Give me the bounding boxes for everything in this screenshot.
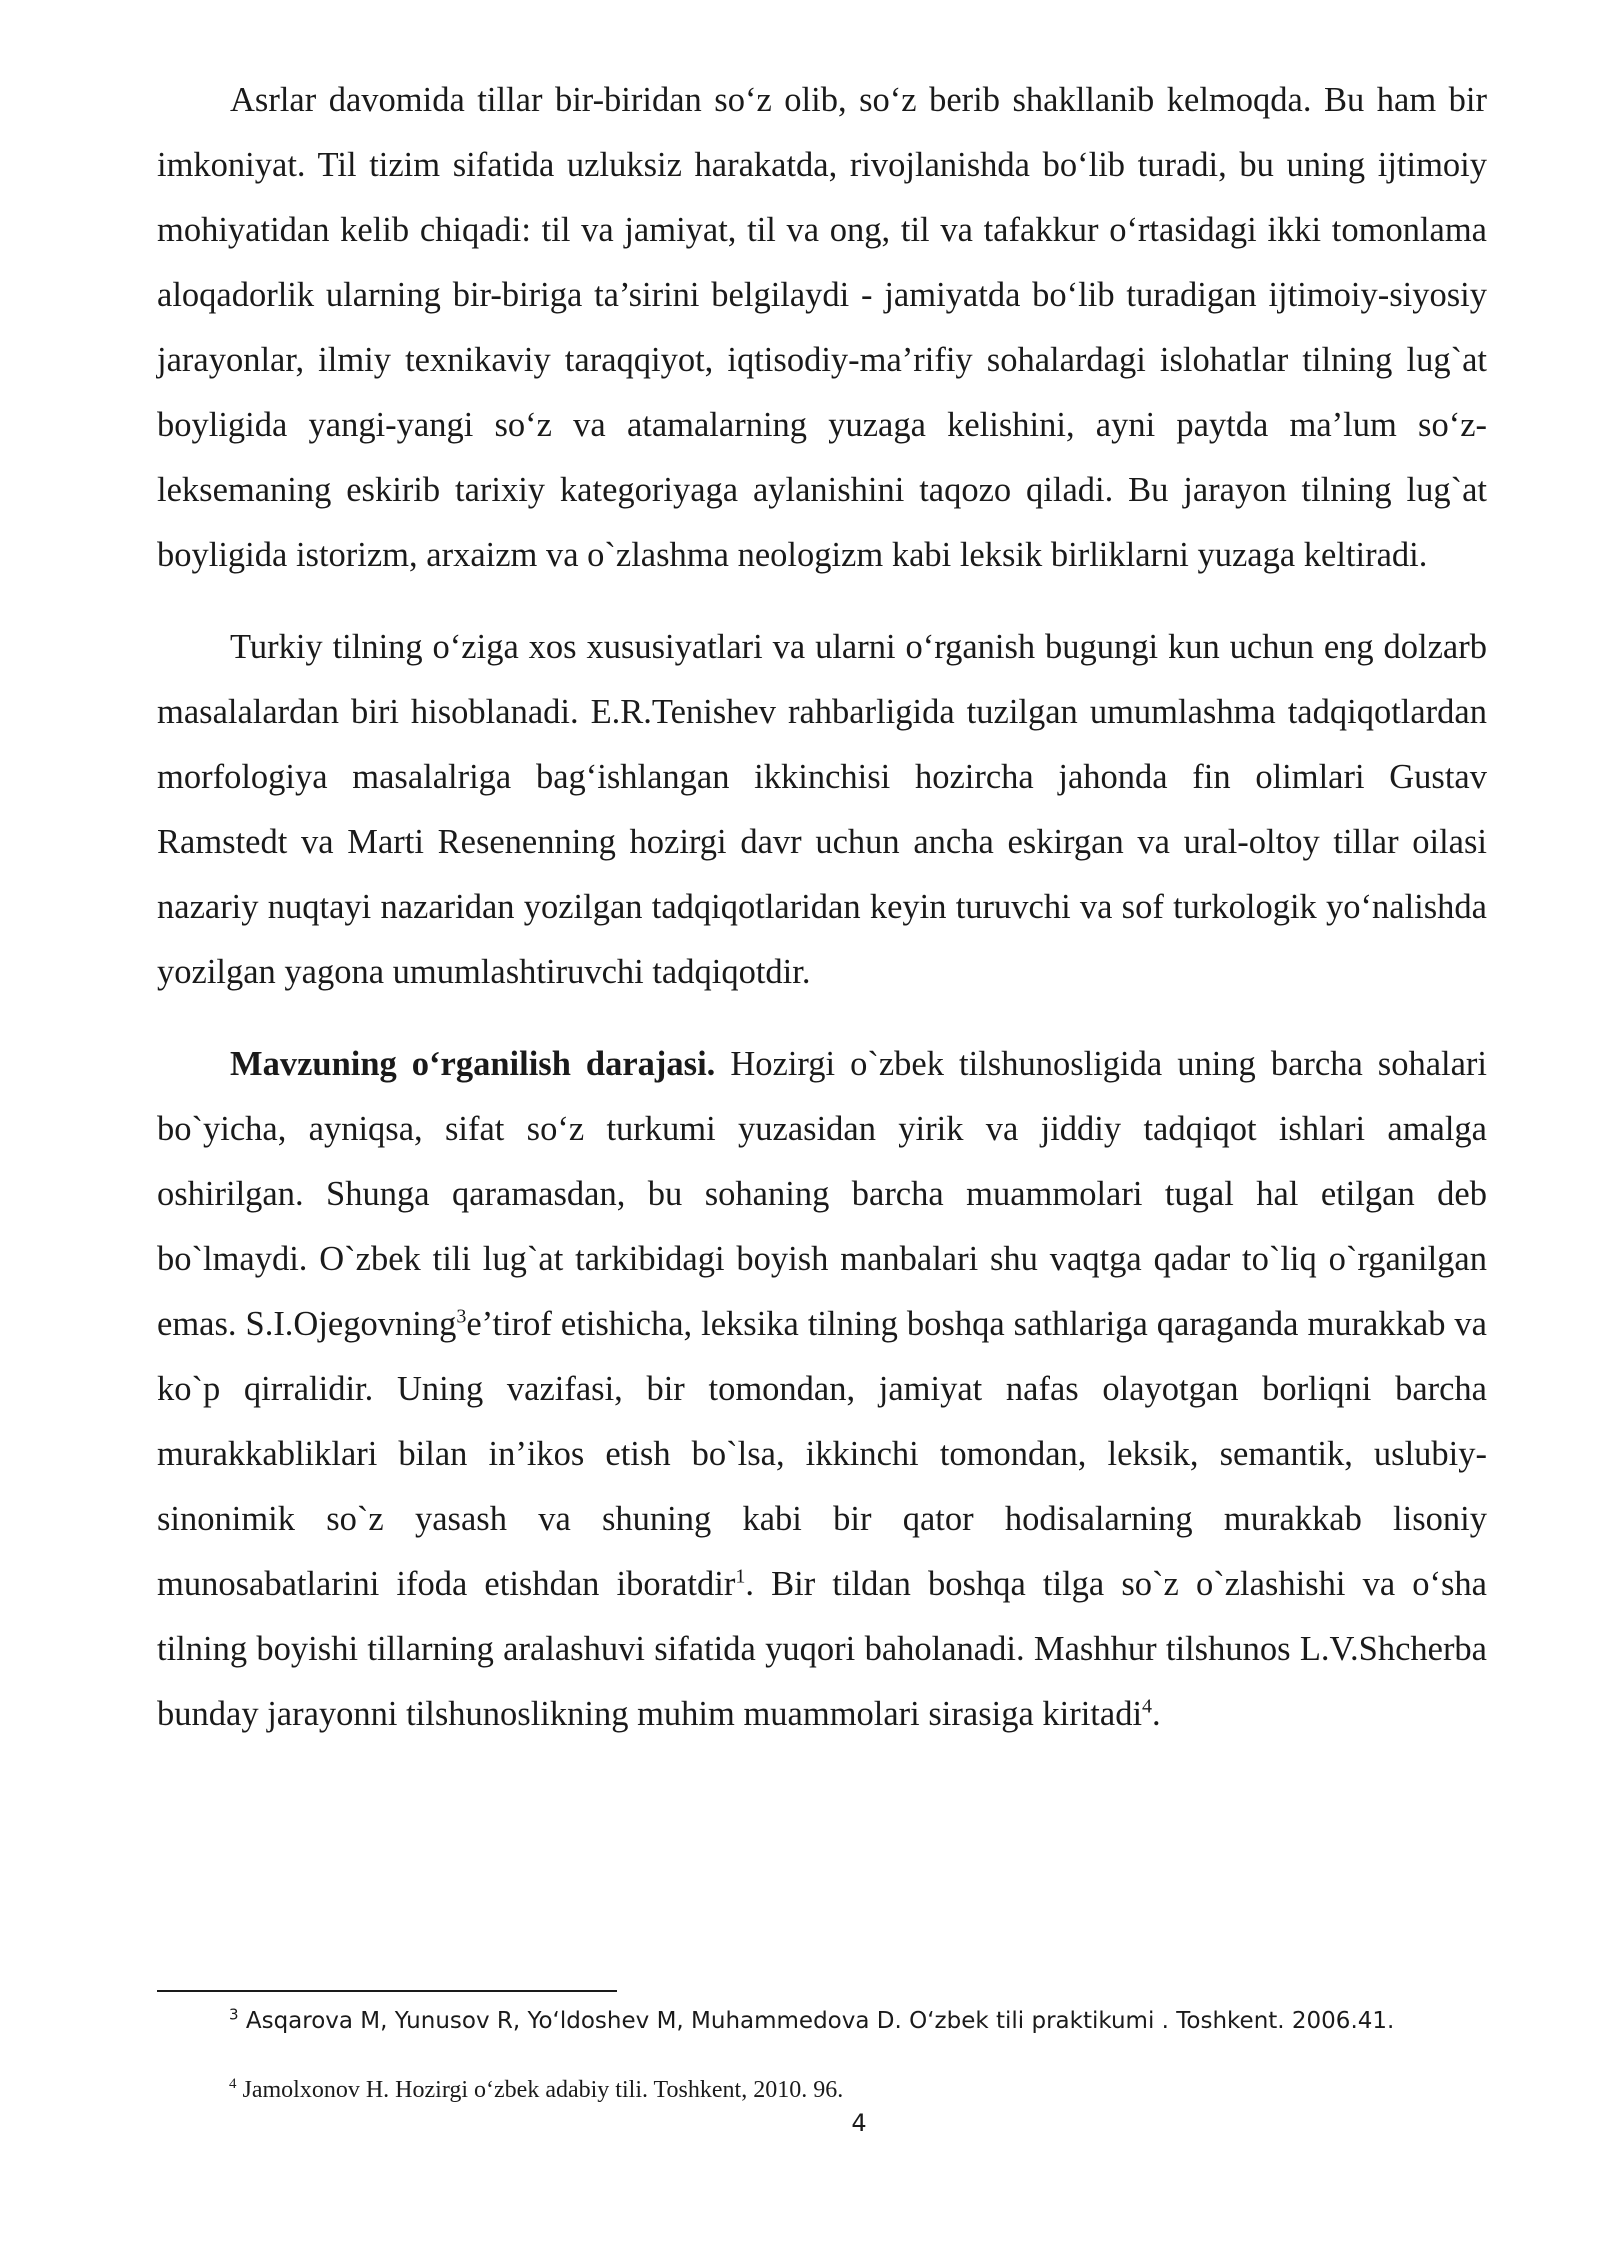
footnote-mark: 4 <box>229 2076 237 2092</box>
footnote-3 <box>229 2004 1394 2038</box>
paragraph-3-text-d: . <box>1152 1695 1161 1733</box>
paragraph-3-text-c: . Bir tildan boshqa tilga so`z o`zlashishi va o‘sha tilning boyishi tillarning aralashuvi sifatida yuqori baholanadi. Mashhur tilshunos L.V.Shcherba bunday jarayonni tilshunoslikning muhim muammolari sirasiga kiritadi <box>157 1565 1487 1733</box>
section-heading: Mavzuning o‘rganilish darajasi. <box>230 1045 716 1083</box>
footnote-4 <box>229 2073 843 2107</box>
footnote-separator <box>157 1990 617 1992</box>
paragraph-3-text-a: Hozirgi o`zbek tilshunosligida uning barcha sohalari bo`yicha, ayniqsa, sifat so‘z turkumi yuzasidan yirik va jiddiy tadqiqot ishlari amalga oshirilgan. Shunga qaramasdan, bu sohaning barcha muammolari tugal hal etilgan deb bo`lmaydi. O`zbek tili lug`at tarkibidagi boyish manbalari shu vaqtga qadar to`liq o`rganilgan emas. S.I.Ojegovning <box>157 1045 1487 1343</box>
page-number: 4 <box>851 2109 867 2137</box>
paragraph-3 <box>157 1032 1487 1747</box>
footnote-ref-4: 4 <box>1142 1695 1153 1718</box>
footnote-text: Jamolxonov H. Hozirgi o‘zbek adabiy tili. Toshkent, 2010. 96. <box>236 2077 844 2103</box>
paragraph-2: Turkiy tilning o‘ziga xos xususiyatlari va ularni o‘rganish bugungi kun uchun eng dolzarb masalalardan biri hisoblanadi. E.R.Tenishev rahbarligida tuzilgan umumlashma tadqiqotlardan morfologiya masalalriga bag‘ishlangan ikkinchisi hozircha jahonda fin olimlari Gustav Ramstedt va Marti Resenenning hozirgi davr uchun ancha eskirgan va ural-oltoy tillar oilasi nazariy nuqtayi nazaridan yozilgan tadqiqotlaridan keyin turuvchi va sof turkologik yo‘nalishda yozilgan yagona umumlashtiruvchi tadqiqotdir. <box>157 628 1487 991</box>
paragraph-1: Asrlar davomida tillar bir-biridan so‘z olib, so‘z berib shakllanib kelmoqda. Bu ham bir imkoniyat. Til tizim sifatida uzluksiz harakatda, rivojlanishda bo‘lib turadi, bu uning ijtimoiy mohiyatidan kelib chiqadi: til va jamiyat, til va ong, til va tafakkur o‘rtasidagi ikki tomonlama aloqadorlik ularning bir-biriga ta’sirini belgilaydi - jamiyatda bo‘lib turadigan ijtimoiy-siyosiy jarayonlar, ilmiy texnikaviy taraqqiyot, iqtisodiy-ma’rifiy sohalardagi islohatlar tilning lug`at boyligida yangi-yangi so‘z va atamalarning yuzaga kelishini, ayni paytda ma’lum so‘z-leksemaning eskirib tarixiy kategoriyaga aylanishini taqozo qiladi. Bu jarayon tilning lug`at boyligida istorizm, arxaizm va o`zlashma neologizm kabi leksik birliklarni yuzaga keltiradi. <box>157 81 1487 574</box>
footnote-text: Asqarova M, Yunusov R, Yo‘ldoshev M, Muhammedova D. O‘zbek tili praktikumi . Toshkent. 2006.41. <box>238 2008 1395 2034</box>
paragraph-3-text-b: e’tirof etishicha, leksika tilning boshqa sathlariga qaraganda murakkab va ko`p qirralidir. Uning vazifasi, bir tomondan, jamiyat nafas olayotgan borliqni barcha murakkabliklari bilan in’ikos etish bo`lsa, ikkinchi tomondan, leksik, semantik, uslubiy-sinonimik so`z yasash va shuning kabi bir qator hodisalarning murakkab lisoniy munosabatlarini ifoda etishdan iboratdir <box>157 1305 1487 1603</box>
footnote-ref-1: 1 <box>735 1565 746 1588</box>
document-body <box>157 68 1487 1747</box>
footnote-mark: 3 <box>229 2005 239 2024</box>
footnote-ref-3: 3 <box>456 1305 467 1328</box>
